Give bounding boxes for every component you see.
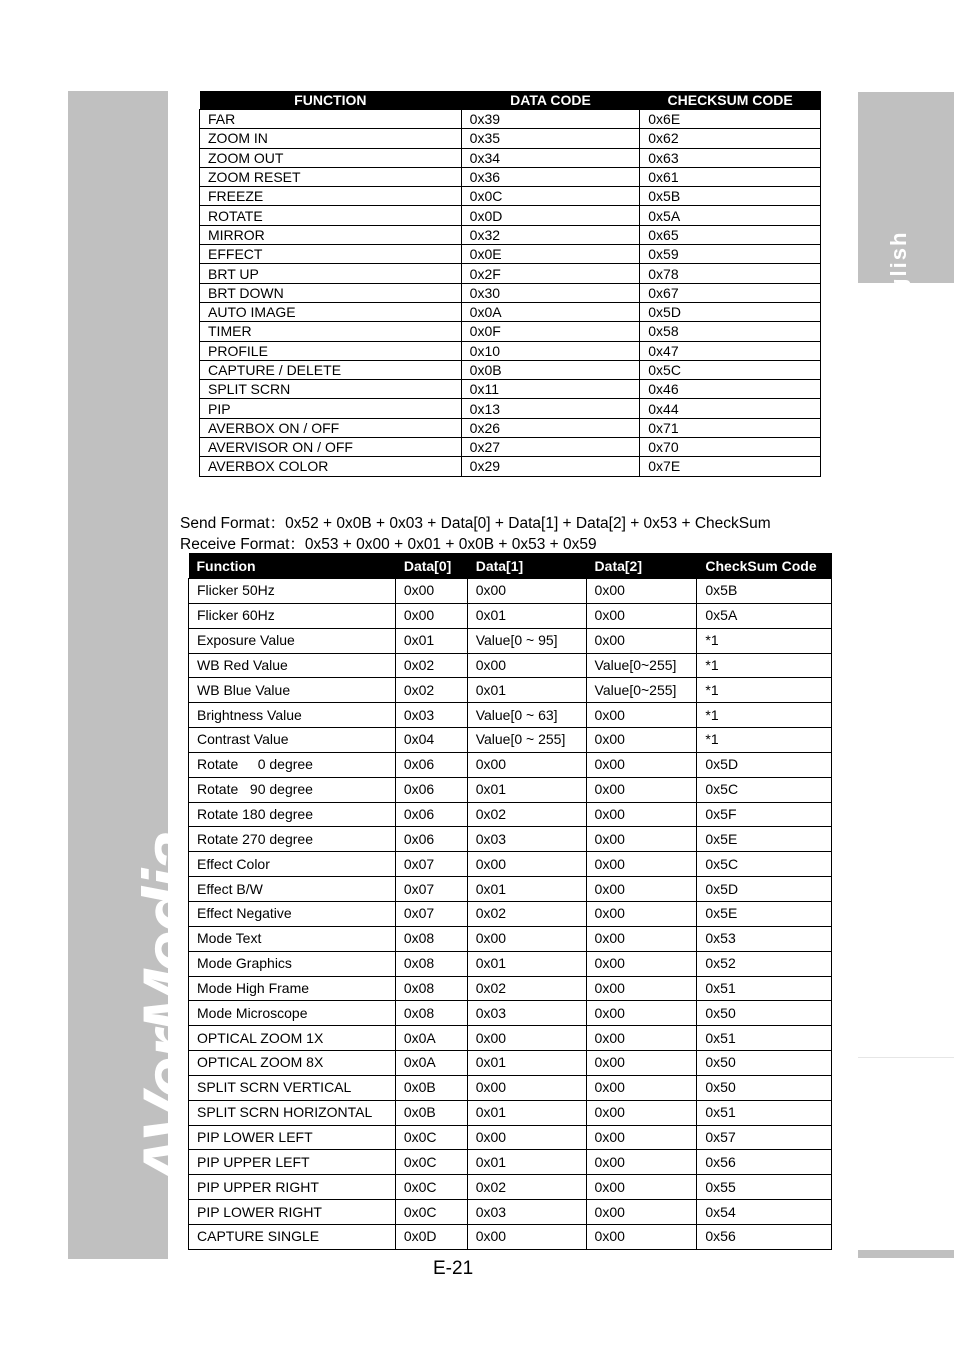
table2-cell: 0x07	[395, 901, 467, 926]
table2-cell: 0x56	[697, 1150, 832, 1175]
table1-row	[200, 225, 821, 244]
table1-cell: AVERBOX COLOR	[200, 457, 462, 476]
right-bottom-bar	[858, 1250, 954, 1258]
table2-cell: 0x0B	[395, 1100, 467, 1125]
table2-cell: PIP UPPER LEFT	[189, 1150, 396, 1175]
table2-cell: 0x5E	[697, 901, 832, 926]
table1-row	[200, 148, 821, 167]
table2-cell: 0x00	[586, 728, 697, 753]
table2-row	[189, 1026, 832, 1051]
table2-cell: 0x01	[395, 628, 467, 653]
table2-cell: 0x51	[697, 976, 832, 1001]
table2-row	[189, 678, 832, 703]
table2-cell: 0x08	[395, 926, 467, 951]
table2-row	[189, 1224, 832, 1249]
table2-cell: Effect Negative	[189, 901, 396, 926]
table2-row	[189, 1200, 832, 1225]
table2-cell: Contrast Value	[189, 728, 396, 753]
table2-cell: 0x00	[586, 1175, 697, 1200]
table2-cell: Rotate 270 degree	[189, 827, 396, 852]
table2-cell: 0x00	[467, 926, 586, 951]
table1-cell: 0x27	[461, 438, 640, 457]
table2-cell: 0x00	[586, 877, 697, 902]
table2-cell: PIP LOWER RIGHT	[189, 1200, 396, 1225]
table2-row	[189, 901, 832, 926]
table2-row	[189, 852, 832, 877]
table2-cell: 0x02	[467, 1175, 586, 1200]
table2-cell: 0x02	[467, 901, 586, 926]
table1-cell: 0x10	[461, 341, 640, 360]
right-divider	[858, 1057, 954, 1058]
table1-cell: 0x6E	[640, 110, 821, 129]
table2-row	[189, 1150, 832, 1175]
table2-cell: 0x00	[586, 1100, 697, 1125]
table2-cell: 0x01	[467, 1051, 586, 1076]
table2-cell: 0x03	[395, 703, 467, 728]
language-tab-label-wrap	[858, 92, 954, 324]
table1-cell: 0x46	[640, 380, 821, 399]
table2-cell: Effect B/W	[189, 877, 396, 902]
table1-cell: 0x30	[461, 283, 640, 302]
table2-cell: 0x5D	[697, 877, 832, 902]
table2-cell: 0x0D	[395, 1224, 467, 1249]
table2-cell: 0x01	[467, 1100, 586, 1125]
table2-cell: 0x01	[467, 678, 586, 703]
table2-cell: *1	[697, 628, 832, 653]
table2-cell: Mode Text	[189, 926, 396, 951]
table2-cell: 0x07	[395, 877, 467, 902]
table2-cell: 0x00	[586, 1026, 697, 1051]
table1-cell: ZOOM IN	[200, 129, 462, 148]
table1-cell: 0x65	[640, 225, 821, 244]
table2-cell: OPTICAL ZOOM 8X	[189, 1051, 396, 1076]
table2-cell: 0x00	[586, 802, 697, 827]
table2-cell: 0x00	[586, 926, 697, 951]
table2-cell: 0x08	[395, 976, 467, 1001]
table2-cell: 0x50	[697, 1075, 832, 1100]
table1-cell: ZOOM RESET	[200, 167, 462, 186]
table2-cell: Mode High Frame	[189, 976, 396, 1001]
table2-cell: 0x00	[586, 951, 697, 976]
table2-cell: 0x5A	[697, 603, 832, 628]
table2-cell: 0x06	[395, 827, 467, 852]
table1-cell: 0x0E	[461, 245, 640, 264]
table2-cell: 0x50	[697, 1051, 832, 1076]
table2-cell: 0x07	[395, 852, 467, 877]
table2-header-cell: CheckSum Code	[697, 553, 832, 579]
table2-cell: Value[0 ~ 255]	[467, 728, 586, 753]
table2-row	[189, 951, 832, 976]
table2-cell: 0x00	[586, 976, 697, 1001]
table1-cell: PROFILE	[200, 341, 462, 360]
table2-cell: Rotate 0 degree	[189, 752, 396, 777]
table2-cell: 0x06	[395, 752, 467, 777]
table2-cell: Value[0~255]	[586, 678, 697, 703]
table2-cell: Flicker 50Hz	[189, 579, 396, 604]
table2-cell: 0x50	[697, 1001, 832, 1026]
table1-header-cell: FUNCTION	[200, 91, 462, 110]
table2-cell: 0x5B	[697, 579, 832, 604]
table2-cell: 0x00	[467, 1224, 586, 1249]
table2-row	[189, 628, 832, 653]
table2-cell: 0x02	[467, 976, 586, 1001]
table1-cell: BRT UP	[200, 264, 462, 283]
table2-cell: 0x56	[697, 1224, 832, 1249]
table2-cell: 0x03	[467, 827, 586, 852]
table1-row	[200, 129, 821, 148]
table2-row	[189, 926, 832, 951]
table1-cell: CAPTURE / DELETE	[200, 360, 462, 379]
table2-row	[189, 1125, 832, 1150]
table1-cell: 0x29	[461, 457, 640, 476]
table2-cell: Brightness Value	[189, 703, 396, 728]
table2-cell: 0x00	[586, 603, 697, 628]
table2-cell: 0x01	[467, 777, 586, 802]
table1-cell: 0x62	[640, 129, 821, 148]
table2-cell: 0x0A	[395, 1026, 467, 1051]
table2-row	[189, 777, 832, 802]
table2-cell: *1	[697, 653, 832, 678]
table2-cell: 0x00	[586, 628, 697, 653]
page-number: E-21	[433, 1258, 474, 1279]
table2-cell: 0x00	[395, 603, 467, 628]
table1-cell: 0x5C	[640, 360, 821, 379]
table2-cell: *1	[697, 678, 832, 703]
table1-cell: 0x5D	[640, 302, 821, 321]
table2-cell: 0x0B	[395, 1075, 467, 1100]
table1-cell: 0x2F	[461, 264, 640, 283]
table1-row	[200, 302, 821, 321]
table1-row	[200, 283, 821, 302]
table2-row	[189, 603, 832, 628]
table2-cell: 0x0C	[395, 1125, 467, 1150]
table1-cell: 0x26	[461, 418, 640, 437]
table2-cell: *1	[697, 703, 832, 728]
table1-cell: 0x34	[461, 148, 640, 167]
table2-cell: 0x00	[586, 1001, 697, 1026]
table1-cell: SPLIT SCRN	[200, 380, 462, 399]
table2-row	[189, 752, 832, 777]
table2-cell: 0x00	[586, 852, 697, 877]
table2-row	[189, 877, 832, 902]
table2-row	[189, 1051, 832, 1076]
table2-cell: 0x5C	[697, 777, 832, 802]
table2-cell: 0x0A	[395, 1051, 467, 1076]
table1-row	[200, 187, 821, 206]
table2-cell: 0x00	[395, 579, 467, 604]
table2-cell: 0x01	[467, 877, 586, 902]
table1-cell: 0x13	[461, 399, 640, 418]
table1-cell: 0x47	[640, 341, 821, 360]
table1-cell: 0x44	[640, 399, 821, 418]
table2-cell: 0x00	[586, 1200, 697, 1225]
table2-cell: 0x02	[395, 678, 467, 703]
table1-cell: 0x32	[461, 225, 640, 244]
table2-row	[189, 976, 832, 1001]
table2-cell: 0x02	[467, 802, 586, 827]
table1-cell: FREEZE	[200, 187, 462, 206]
table2-cell: 0x52	[697, 951, 832, 976]
table1-header-cell: DATA CODE	[461, 91, 640, 110]
table2-cell: 0x00	[586, 703, 697, 728]
table2-row	[189, 579, 832, 604]
table1-cell: 0x58	[640, 322, 821, 341]
table1-cell: PIP	[200, 399, 462, 418]
table2-cell: 0x0C	[395, 1175, 467, 1200]
table1-cell: 0x0F	[461, 322, 640, 341]
table1-cell: AVERVISOR ON / OFF	[200, 438, 462, 457]
table1-row	[200, 245, 821, 264]
table1-cell: ROTATE	[200, 206, 462, 225]
table2-row	[189, 827, 832, 852]
table2-row	[189, 1075, 832, 1100]
table2-row	[189, 802, 832, 827]
table2-cell: 0x00	[586, 1125, 697, 1150]
table2-cell: 0x00	[467, 1125, 586, 1150]
table1-cell: 0x36	[461, 167, 640, 186]
table2-cell: WB Blue Value	[189, 678, 396, 703]
table2-cell: 0x00	[586, 752, 697, 777]
table1-row	[200, 457, 821, 476]
table2-cell: CAPTURE SINGLE	[189, 1224, 396, 1249]
table2-cell: 0x04	[395, 728, 467, 753]
table2-cell: 0x06	[395, 777, 467, 802]
table1-cell: 0x0C	[461, 187, 640, 206]
table2-cell: 0x02	[395, 653, 467, 678]
table2-cell: 0x03	[467, 1001, 586, 1026]
table2-cell: 0x00	[467, 1075, 586, 1100]
table1-row	[200, 322, 821, 341]
table1-cell: 0x70	[640, 438, 821, 457]
table1-row	[200, 380, 821, 399]
table2-cell: 0x00	[467, 752, 586, 777]
table2-cell: 0x00	[586, 827, 697, 852]
table2-cell: 0x00	[467, 653, 586, 678]
table2-cell: 0x00	[586, 1051, 697, 1076]
table1-cell: 0x78	[640, 264, 821, 283]
table2-row	[189, 728, 832, 753]
table2-cell: Exposure Value	[189, 628, 396, 653]
table2-cell: 0x00	[586, 777, 697, 802]
table2-cell: 0x57	[697, 1125, 832, 1150]
table2-row	[189, 1100, 832, 1125]
table2-cell: 0x08	[395, 951, 467, 976]
table2-cell: 0x00	[467, 579, 586, 604]
table1-cell: TIMER	[200, 322, 462, 341]
table1-cell: 0x39	[461, 110, 640, 129]
table2-cell: Flicker 60Hz	[189, 603, 396, 628]
table1-cell: 0x0B	[461, 360, 640, 379]
table2-cell: Mode Graphics	[189, 951, 396, 976]
table1-row	[200, 438, 821, 457]
table2-cell: 0x00	[467, 852, 586, 877]
table2-header-cell: Data[0]	[395, 553, 467, 579]
table2-cell: Value[0~255]	[586, 653, 697, 678]
table2-cell: 0x03	[467, 1200, 586, 1225]
table2-row	[189, 1175, 832, 1200]
table1-cell: 0x0D	[461, 206, 640, 225]
table1-row	[200, 399, 821, 418]
table1-cell: AUTO IMAGE	[200, 302, 462, 321]
table2-cell: 0x00	[586, 901, 697, 926]
avermedia-logo: AVerMedia	[128, 832, 213, 1190]
table1-cell: BRT DOWN	[200, 283, 462, 302]
table2-cell: 0x0C	[395, 1200, 467, 1225]
table1-cell: EFFECT	[200, 245, 462, 264]
table2-cell: Rotate 180 degree	[189, 802, 396, 827]
table1-cell: 0x67	[640, 283, 821, 302]
table2-row	[189, 653, 832, 678]
table1-header-cell: CHECKSUM CODE	[640, 91, 821, 110]
table2-cell: 0x00	[586, 1075, 697, 1100]
command-code-table	[188, 553, 832, 1250]
table1-cell: ZOOM OUT	[200, 148, 462, 167]
table1-row	[200, 110, 821, 129]
table2-cell: PIP UPPER RIGHT	[189, 1175, 396, 1200]
table1-cell: 0x35	[461, 129, 640, 148]
table2-header-cell: Data[2]	[586, 553, 697, 579]
table1-cell: 0x5B	[640, 187, 821, 206]
table2-cell: 0x01	[467, 951, 586, 976]
table2-cell: 0x06	[395, 802, 467, 827]
table1-cell: 0x61	[640, 167, 821, 186]
table1-cell: FAR	[200, 110, 462, 129]
table2-row	[189, 1001, 832, 1026]
receive-format-text: Receive Format：0x53 + 0x00 + 0x01 + 0x0B + 0x53 + 0x59	[180, 536, 597, 553]
table2-cell: 0x5E	[697, 827, 832, 852]
send-format-text: Send Format：0x52 + 0x0B + 0x03 + Data[0] + Data[1] + Data[2] + 0x53 + CheckSum	[180, 515, 771, 532]
table2-cell: 0x51	[697, 1026, 832, 1051]
table1-row	[200, 206, 821, 225]
table2-cell: 0x55	[697, 1175, 832, 1200]
table2-cell: 0x00	[586, 1224, 697, 1249]
table2-cell: 0x53	[697, 926, 832, 951]
table2-cell: *1	[697, 728, 832, 753]
remote-code-table	[199, 91, 821, 477]
table2-cell: 0x00	[467, 1026, 586, 1051]
table2-cell: 0x5D	[697, 752, 832, 777]
table2-cell: Effect Color	[189, 852, 396, 877]
table1-row	[200, 341, 821, 360]
table1-row	[200, 264, 821, 283]
table2-cell: 0x5C	[697, 852, 832, 877]
table2-cell: 0x08	[395, 1001, 467, 1026]
table1-cell: 0x7E	[640, 457, 821, 476]
table2-cell: Value[0 ~ 95]	[467, 628, 586, 653]
table1-cell: 0x71	[640, 418, 821, 437]
table2-cell: 0x01	[467, 1150, 586, 1175]
table1-cell: 0x5A	[640, 206, 821, 225]
table2-cell: WB Red Value	[189, 653, 396, 678]
table2-cell: 0x00	[586, 579, 697, 604]
table2-cell: 0x00	[586, 1150, 697, 1175]
table1-row	[200, 418, 821, 437]
table2-cell: PIP LOWER LEFT	[189, 1125, 396, 1150]
table2-cell: 0x0C	[395, 1150, 467, 1175]
table1-cell: 0x11	[461, 380, 640, 399]
table2-header-cell: Function	[189, 553, 396, 579]
table2-cell: 0x51	[697, 1100, 832, 1125]
table1-cell: 0x0A	[461, 302, 640, 321]
table2-cell: SPLIT SCRN VERTICAL	[189, 1075, 396, 1100]
table2-cell: 0x5F	[697, 802, 832, 827]
table1-cell: 0x63	[640, 148, 821, 167]
language-tab-label: English	[886, 230, 911, 324]
table2-cell: Mode Microscope	[189, 1001, 396, 1026]
table2-cell: Rotate 90 degree	[189, 777, 396, 802]
table2-header-cell: Data[1]	[467, 553, 586, 579]
table2-cell: 0x01	[467, 603, 586, 628]
table1-cell: MIRROR	[200, 225, 462, 244]
table1-cell: 0x59	[640, 245, 821, 264]
table2-cell: OPTICAL ZOOM 1X	[189, 1026, 396, 1051]
table1-cell: AVERBOX ON / OFF	[200, 418, 462, 437]
table1-row	[200, 167, 821, 186]
table2-cell: Value[0 ~ 63]	[467, 703, 586, 728]
table1-row	[200, 360, 821, 379]
table2-row	[189, 703, 832, 728]
table2-cell: 0x54	[697, 1200, 832, 1225]
table2-cell: SPLIT SCRN HORIZONTAL	[189, 1100, 396, 1125]
